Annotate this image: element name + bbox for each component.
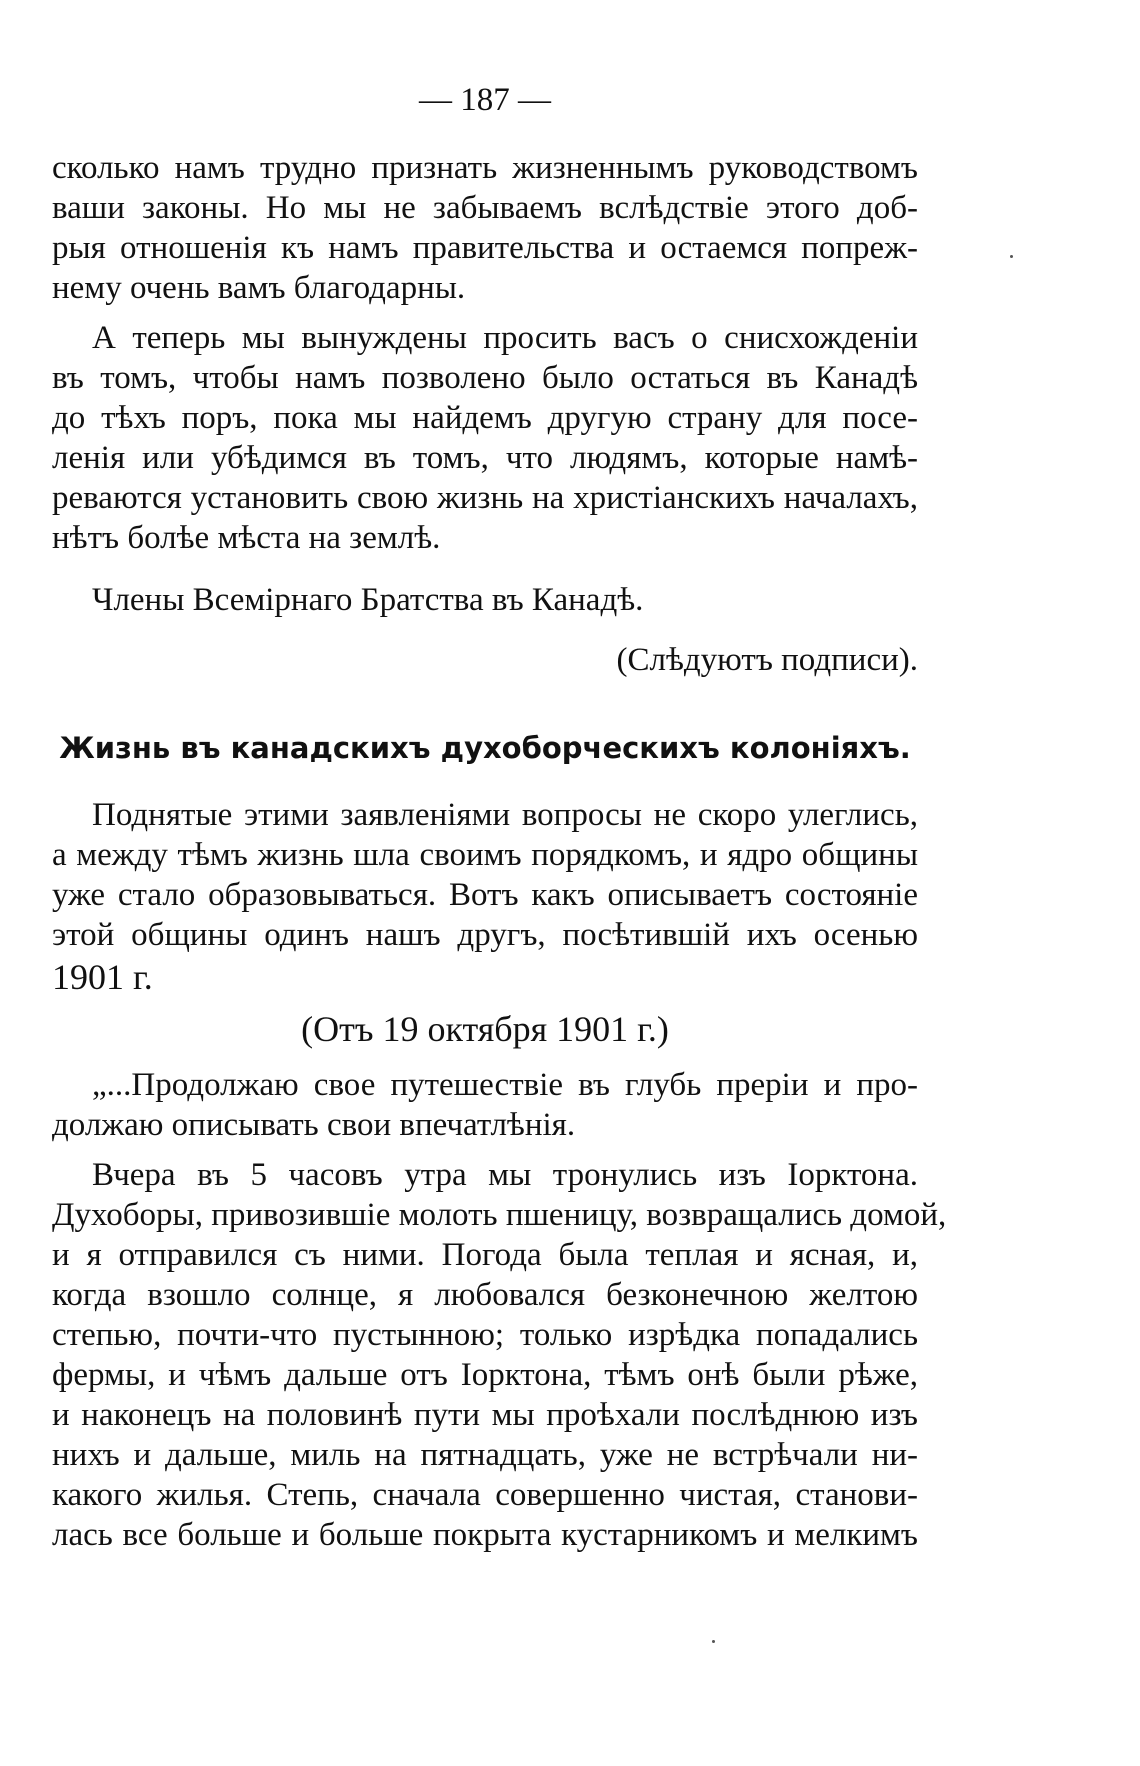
text-line: Поднятые этими заявленіями вопросы не скоро улеглись, [92, 797, 918, 833]
text-line: фермы, и чѣмъ дальше отъ Іорктона, тѣмъ онѣ были рѣже, [52, 1357, 918, 1393]
text-line: а между тѣмъ жизнь шла своимъ порядкомъ, и ядро общины [52, 837, 918, 873]
text-line: нему очень вамъ благодарны. [52, 270, 466, 306]
text-line: лась все больше и больше покрыта кустарникомъ и мелкимъ [52, 1517, 918, 1553]
text-line: „...Продолжаю свое путешествіе въ глубь преріи и про- [92, 1067, 918, 1103]
scan-speck [712, 1640, 715, 1643]
text-line: когда взошло солнце, я любовался безконечною желтою [52, 1277, 918, 1313]
letter-date: (Отъ 19 октября 1901 г.) [301, 1009, 669, 1049]
text-line: нихъ и дальше, миль на пятнадцать, уже не встрѣчали ни- [52, 1437, 918, 1473]
section-heading: Жизнь въ канадскихъ духоборческихъ колоніяхъ. [59, 731, 911, 765]
text-line: нѣтъ болѣе мѣста на землѣ. [52, 520, 441, 556]
text-line: Вчера въ 5 часовъ утра мы тронулись изъ Іорктона. [92, 1157, 918, 1193]
text-line: Духоборы, привозившіе молоть пшеницу, возвращались домой, [52, 1197, 947, 1233]
text-line: рыя отношенія къ намъ правительства и остаемся попреж- [52, 230, 918, 266]
text-line: какого жилья. Степь, сначала совершенно чистая, станови- [52, 1477, 918, 1513]
text-line: степью, почти-что пустынною; только изрѣдка попадались [52, 1317, 918, 1353]
text-line: ленія или убѣдимся въ томъ, что людямъ, которые намѣ- [52, 440, 918, 476]
text-line: до тѣхъ поръ, пока мы найдемъ другую страну для посе- [52, 400, 918, 436]
text-line: ваши законы. Но мы не забываемъ вслѣдствіе этого доб- [52, 190, 918, 226]
text-line: этой общины одинъ нашъ другъ, посѣтившій ихъ осенью [52, 917, 918, 953]
text-line: и я отправился съ ними. Погода была теплая и ясная, и, [52, 1237, 918, 1273]
text-line: въ томъ, чтобы намъ позволено было остаться въ Канадѣ [52, 360, 918, 396]
text-line: должаю описывать свои впечатлѣнія. [52, 1107, 576, 1143]
text-line: А теперь мы вынуждены просить васъ о снисхожденіи [92, 320, 918, 356]
text-line: сколько намъ трудно признать жизненнымъ руководствомъ [52, 150, 918, 186]
text-line: и наконецъ на половинѣ пути мы проѣхали послѣднюю изъ [52, 1397, 918, 1433]
text-line: реваются установить свою жизнь на христіанскихъ началахъ, [52, 480, 918, 516]
signatures-note: (Слѣдуютъ подписи). [616, 642, 918, 678]
scan-speck [1010, 255, 1013, 258]
text-line: 1901 г. [52, 957, 153, 997]
text-line: уже стало образовываться. Вотъ какъ описываетъ состояніе [52, 877, 918, 913]
signature: Члены Всемірнаго Братства въ Канадѣ. [92, 582, 644, 618]
page-number: — 187 — [419, 82, 551, 118]
